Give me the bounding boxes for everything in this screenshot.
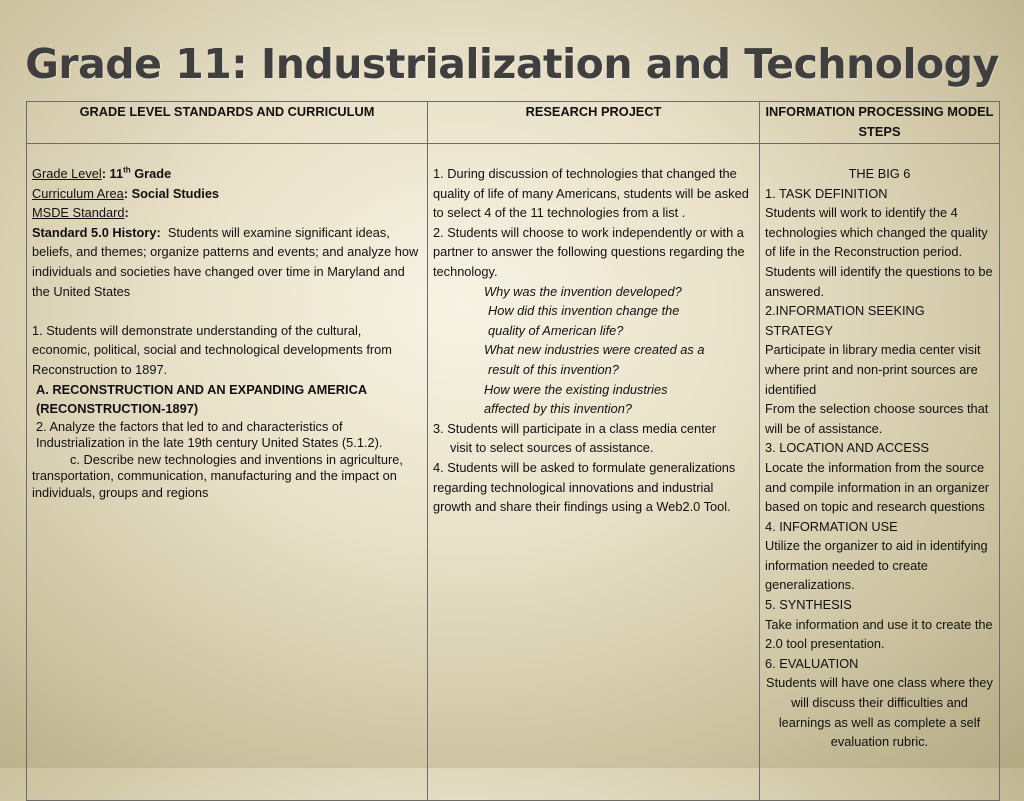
research-step-2: 2. Students will choose to work independently or with a partner to answer the following questions regarding the technology. <box>433 224 745 279</box>
research-question: affected by this invention? <box>484 401 632 417</box>
research-step-1: 1. During discussion of technologies that changed the quality of life of many Americans, students will be asked to select 4 of the 11 technologies from a list . <box>433 166 749 221</box>
curriculum-table <box>26 101 1000 801</box>
header-standards: GRADE LEVEL STANDARDS AND CURRICULUM <box>27 102 428 144</box>
big6-step-text: Locate the information from the source and compile information in an organizer based on topic and research questions <box>765 459 990 515</box>
standards-cell <box>27 144 428 801</box>
big6-step-title: 2.INFORMATION SEEKING STRATEGY <box>765 303 925 338</box>
big6-step-text: Participate in library media center visit where print and non-print sources are identified From the selection choose sources that will be of assistance. <box>765 342 989 436</box>
standards-item-c: c. Describe new technologies and inventions in agriculture, transportation, communication, manufacturing and the impact on individuals, groups and regions <box>32 451 403 500</box>
table-body-row <box>27 144 1000 801</box>
research-question: What new industries were created as a <box>484 342 705 358</box>
standards-item-1: 1. Students will demonstrate understanding of the cultural, economic, political, social and technological developments from Reconstruction to 1897. <box>32 322 392 377</box>
big6-step-text: Students will work to identify the 4 technologies which changed the quality of life in the Reconstruction period. Students will identify the questions to be answered. <box>765 205 993 299</box>
standards-item-2: 2. Analyze the factors that led to and characteristics of Industrialization in the late 19th century United States (5.1.2). <box>36 418 383 451</box>
standard-heading: Standard 5.0 History: <box>32 224 161 240</box>
grade-level-sup: th <box>123 165 131 175</box>
standard-text: Students will examine significant ideas, beliefs, and themes; organize patterns and events; and analyze how individuals and societies have changed over time in Maryland and the United States <box>32 224 419 299</box>
big6-step-title: 6. EVALUATION <box>765 655 859 671</box>
big6-step-title: 4. INFORMATION USE <box>765 518 898 534</box>
grade-level-suffix: Grade <box>130 166 172 181</box>
research-question: Why was the invention developed? <box>484 283 682 299</box>
research-question: result of this invention? <box>488 361 619 377</box>
curriculum-area-line: Curriculum Area: Social Studies <box>32 185 220 201</box>
big6-step-title: 1. TASK DEFINITION <box>765 185 888 201</box>
research-step-4: 4. Students will be asked to formulate generalizations regarding technological innovations and industrial growth and share their findings using a Web2.0 Tool. <box>433 459 736 515</box>
big6-step-title: 3. LOCATION AND ACCESS <box>765 440 930 456</box>
grade-level-label: Grade Level <box>32 166 102 181</box>
research-step-3a: 3. Students will participate in a class media center <box>433 420 717 436</box>
slide-title: Grade 11: Industrialization and Technology <box>25 40 999 88</box>
msde-standard-line: MSDE Standard: <box>32 205 129 221</box>
curriculum-area-label: Curriculum Area <box>32 185 124 201</box>
section-a-heading: A. RECONSTRUCTION AND AN EXPANDING AMERICA (RECONSTRUCTION-1897) <box>36 381 367 417</box>
curriculum-area-value: Social Studies <box>131 185 220 201</box>
grade-level-number: 11 <box>109 166 124 181</box>
big6-step-text: Take information and use it to create the 2.0 tool presentation. <box>765 616 993 652</box>
big6-step-text: Utilize the organizer to aid in identifying information needed to create generalizations. <box>765 538 988 593</box>
big6-cell <box>760 144 1000 801</box>
big6-step-text: Students will have one class where they will discuss their difficulties and learnings as well as complete a self evaluation rubric. <box>766 675 993 750</box>
research-step-3b: visit to select sources of assistance. <box>450 440 654 456</box>
standard-paragraph <box>32 223 422 301</box>
research-question: How did this invention change the <box>488 303 680 319</box>
table-header-row <box>27 102 1000 144</box>
grade-level-line: Grade Level: 11th Grade <box>32 165 172 181</box>
research-question: quality of American life? <box>488 322 624 338</box>
big6-heading: THE BIG 6 <box>848 166 911 181</box>
research-question: How were the existing industries <box>484 381 668 397</box>
msde-standard-label: MSDE Standard <box>32 205 125 221</box>
header-research: RESEARCH PROJECT <box>428 102 760 144</box>
big6-step-title: 5. SYNTHESIS <box>765 597 852 613</box>
header-info-processing: INFORMATION PROCESSING MODEL STEPS <box>760 102 1000 144</box>
research-cell <box>428 144 760 801</box>
